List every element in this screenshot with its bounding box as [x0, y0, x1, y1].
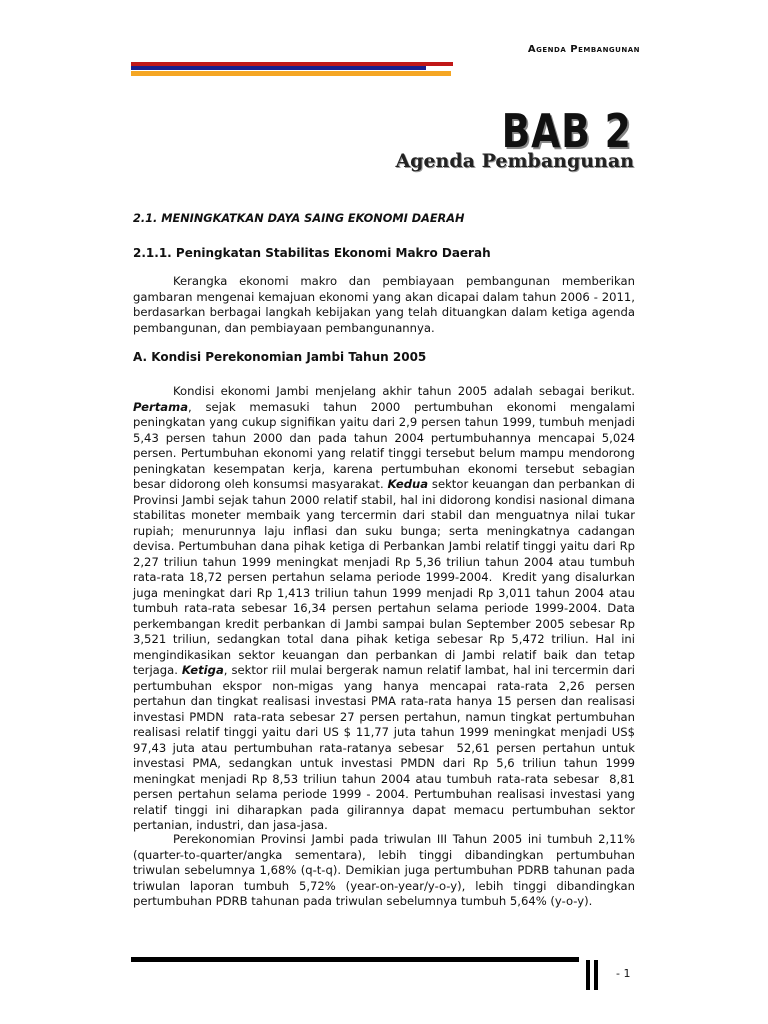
footer-rule [131, 957, 579, 962]
chapter-title: Agenda Pembangunan [395, 150, 634, 172]
chapter-label: BAB 2 [501, 104, 632, 158]
subsubsection-heading: A. Kondisi Perekonomian Jambi Tahun 2005 [133, 350, 427, 364]
footer-pillar [586, 960, 590, 990]
paragraph-text: sektor keuangan dan perbankan di Provinsi Jambi sejak tahun 2000 relatif stabil, hal ini didorong kondisi nasional dimana stabilitas moneter membaik yang tercermin dari stabil dan menguatnya nilai tukar rupiah; menurunnya laju inflasi dan suku bunga; serta meningkatnya cadangan devisa. Pertumbuhan dana pihak ketiga di Perbankan Jambi relatif tinggi yaitu dari Rp 2,27 triliun tahun 1999 meningkat menjadi Rp 5,36 triliun tahun 2004 atau tumbuh rata-rata 18,72 persen pertahun selama periode 1999-2004. Kredit yang disalurkan juga meningkat dari Rp 1,413 triliun tahun 1999 menjadi Rp 3,011 tahun 2004 atau tumbuh rata-rata sebesar 16,34 persen pertahun selama periode 1999-2004. Data perkembangan kredit perbankan di Jambi sampai bulan September 2005 sebesar Rp 3,521 triliun, sedangkan total dana pihak ketiga sebesar Rp 5,472 triliun. Hal ini mengindikasikan sektor keuangan dan perbankan di Jambi relatif baik dan tetap terjaga. [133, 477, 639, 677]
emphasis-term: Ketiga [181, 663, 224, 677]
header-bar-orange [131, 71, 451, 76]
paragraph-text: , sejak memasuki tahun 2000 pertumbuhan ekonomi mengalami peningkatan yang cukup signifikan yaitu dari 2,9 persen tahun 1999, tumbuh menjadi 5,43 persen tahun 2000 dan pada tahun 2004 pertumbuhannya mencapai 5,024 persen. Pertumbuhan ekonomi yang relatif tinggi tersebut belum mampu mendorong peningkatan kesempatan kerja, karena pertumbuhan ekonomi tersebut sebagian besar didorong oleh konsumsi masyarakat. [133, 399, 639, 491]
running-header: Agenda Pembangunan [527, 44, 640, 55]
paragraph-text: Kondisi ekonomi Jambi menjelang akhir tahun 2005 adalah sebagai berikut. [173, 384, 639, 398]
body-paragraph: Kerangka ekonomi makro dan pembiayaan pembangunan memberikan gambaran mengenai kemajuan ekonomi yang akan dicapai dalam tahun 2006 - 2011, berdasarkan berbagai langkah kebijakan yang telah dituangkan dalam ketiga agenda pembangunan, dan pembiayaan pembangunannya. [133, 274, 639, 335]
emphasis-term: Pertama [133, 399, 189, 414]
body-paragraph: Perekonomian Provinsi Jambi pada triwulan III Tahun 2005 ini tumbuh 2,11% (quarter-to-quarter/angka sementara), lebih tinggi dibandingkan pertumbuhan triwulan sebelumnya 1,68% (q-t-q). Demikian juga pertumbuhan PDRB tahunan pada triwulan laporan tumbuh 5,72% (year-on-year/y-o-y), lebih tinggi dibandingkan pertumbuhan PDRB tahunan pada triwulan sebelumnya tumbuh 5,64% (y-o-y). [133, 832, 639, 908]
header-bar-navy [131, 66, 426, 70]
section-heading: 2.1. MENINGKATKAN DAYA SAING EKONOMI DAERAH [133, 212, 465, 225]
emphasis-term: Kedua [387, 477, 429, 491]
subsection-heading: 2.1.1. Peningkatan Stabilitas Ekonomi Makro Daerah [133, 246, 491, 260]
paragraph-text: , sektor riil mulai bergerak namun relatif lambat, hal ini tercermin dari pertumbuhan ekspor non-migas yang hanya mencapai rata-rata 2,26 persen pertahun dan tingkat realisasi investasi PMA rata-rata hanya 15 persen dan realisasi investasi PMDN rata-rata sebesar 27 persen pertahun, namun tingkat pertumbuhan realisasi relatif tinggi yaitu dari US $ 11,77 juta tahun 1999 meningkat menjadi US$ 97,43 juta atau pertumbuhan rata-ratanya sebesar 52,61 persen pertahun untuk investasi PMA, sedangkan untuk investasi PMDN dari Rp 5,6 triliun tahun 1999 meningkat menjadi Rp 8,53 triliun tahun 2004 atau tumbuh rata-rata sebesar 8,81 persen pertahun selama periode 1999 - 2004. Pertumbuhan realisasi investasi yang relatif tinggi ini diharapkan pada gilirannya dapat memacu pertumbuhan sektor pertanian, industri, dan jasa-jasa. [133, 663, 639, 832]
body-paragraph [133, 384, 639, 834]
footer-pillar [594, 960, 598, 990]
page-number: - 1 [616, 967, 631, 980]
